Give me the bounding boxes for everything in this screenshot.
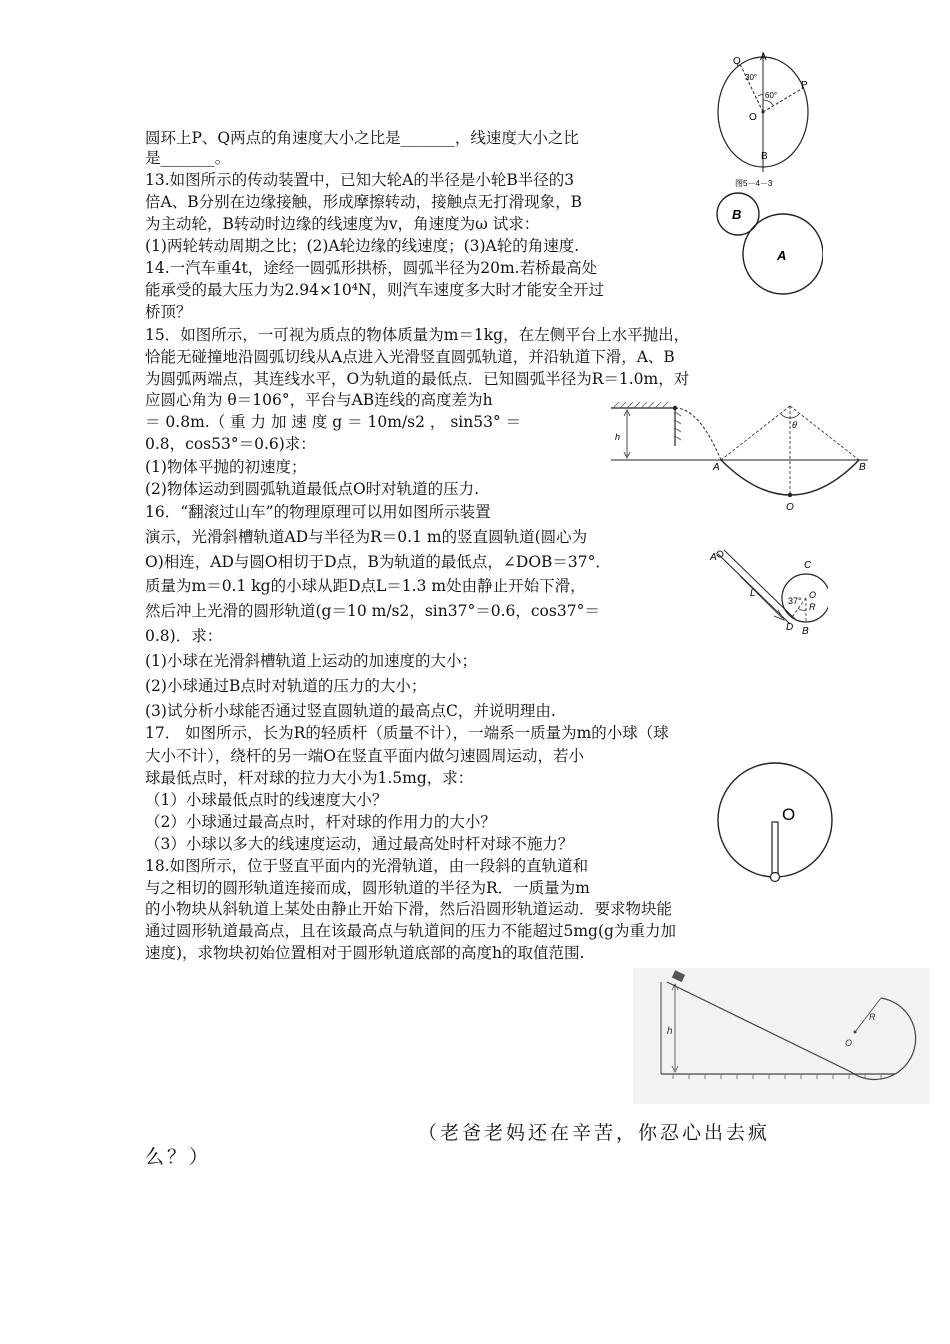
text-line: 应圆心角为 θ＝106°，平台与AB连线的高度差为h <box>145 391 493 409</box>
text-line: 然后冲上光滑的圆形轨道(g＝10 m/s2，sin37°＝0.6，cos37°＝ <box>145 602 600 620</box>
text-line: (2)小球通过B点时对轨道的压力的大小； <box>145 677 427 695</box>
fig1-label-a: A <box>760 52 767 63</box>
fig2-label-a: A <box>777 248 787 263</box>
closing-remark-line: （老爸老妈还在辛苦，你忍心出去疯 <box>418 1122 771 1144</box>
fig3-label-theta: θ <box>792 420 797 430</box>
fig5-label-o: O <box>782 805 796 824</box>
rod-circle-figure <box>712 756 838 888</box>
text-line: 为主动轮，B转动时边缘的线速度为v，角速度为ω 试求： <box>145 215 540 233</box>
text-line: 质量为m＝0.1 kg的小球从距D点L＝1.3 m处由静止开始下滑， <box>145 577 586 595</box>
text-line: 15．如图所示，一可视为质点的物体质量为m＝1kg，在左侧平台上水平抛出， <box>145 326 690 344</box>
fig6-label-o: O <box>845 1038 853 1048</box>
text-line: 圆环上P、Q两点的角速度大小之比是_______，线速度大小之比 <box>145 129 579 147</box>
text-line: 16．“翻滚过山车”的物理原理可以用如图所示装置 <box>145 503 491 521</box>
fig1-label-q: Q <box>733 56 741 67</box>
fig4-label-b: B <box>802 626 809 637</box>
fig2-label-b: B <box>732 207 742 222</box>
fig4-label-c: C <box>804 560 812 571</box>
fig1-label-p: P <box>801 80 808 91</box>
text-line: (3)试分析小球能否通过竖直圆轨道的最高点C，并说明理由. <box>145 702 556 720</box>
text-line: 是_______。 <box>145 149 231 167</box>
text-line: 球最低点时，杆对球的拉力大小为1.5mg，求： <box>145 769 474 787</box>
fig1-label-b: B <box>761 151 768 162</box>
text-line: （1）小球最低点时的线速度大小？ <box>145 791 388 809</box>
text-line: (1)两轮转动周期之比；(2)A轮边缘的线速度；(3)A轮的角速度. <box>145 237 580 255</box>
text-line: 能承受的最大压力为2.94×10⁴N，则汽车速度多大时才能安全开过 <box>145 281 605 299</box>
text-line: 0.8，cos53°＝0.6)求： <box>145 435 316 453</box>
fig4-label-r: R <box>809 602 816 612</box>
ring-pq-figure <box>705 48 820 193</box>
text-line: 0.8)．求： <box>145 627 223 645</box>
text-line: 与之相切的圆形轨道连接而成，圆形轨道的半径为R．一质量为m <box>145 879 590 897</box>
text-line: （3）小球以多大的线速度运动，通过最高处时杆对球不施力？ <box>145 835 574 853</box>
fig1-angle-60: 60° <box>765 91 778 100</box>
fig4-angle-37: 37° <box>788 596 802 606</box>
text-line: 13.如图所示的传动装置中，已知大轮A的半径是小轮B半径的3 <box>145 171 575 189</box>
text-line: (1)物体平抛的初速度； <box>145 458 307 476</box>
closing-remark-line: 么？） <box>145 1146 212 1168</box>
text-line: 通过圆形轨道最高点，且在该最高点与轨道间的压力不能超过5mg(g为重力加 <box>145 922 676 940</box>
text-line: 为圆弧两端点，其连线水平，O为轨道的最低点．已知圆弧半径为R＝1.0m，对 <box>145 370 690 388</box>
text-line: 14.一汽车重4t，途经一圆弧形拱桥，圆弧半径为20m.若桥最高处 <box>145 259 598 277</box>
text-line: (1)小球在光滑斜槽轨道上运动的加速度的大小； <box>145 652 477 670</box>
fig4-label-d: D <box>786 622 794 633</box>
projectile-arc-figure <box>603 398 881 513</box>
fig3-label-o: O <box>786 502 794 513</box>
fig4-label-o: O <box>809 590 817 600</box>
friction-wheels-figure <box>713 190 823 310</box>
text-line: 的小物块从斜轨道上某处由静止开始下滑，然后沿圆形轨道运动．要求物块能 <box>145 900 673 918</box>
fig3-label-h: h <box>615 432 621 442</box>
fig1-caption: 图5－4－3 <box>735 179 773 188</box>
fig3-label-b: B <box>859 462 866 473</box>
fig1-label-o: O <box>749 112 757 123</box>
fig1-angle-30: 30° <box>745 73 758 82</box>
text-line: 大小不计），绕杆的另一端O在竖直平面内做匀速圆周运动，若小 <box>145 747 584 765</box>
fig6-label-h: h <box>667 1026 673 1037</box>
text-line: 18.如图所示，位于竖直平面内的光滑轨道，由一段斜的直轨道和 <box>145 857 589 875</box>
fig4-label-l: L <box>750 588 756 599</box>
text-line: 17． 如图所示，长为R的轻质杆（质量不计），一端系一质量为m的小球（球 <box>145 724 669 742</box>
incline-loop-figure <box>633 968 929 1104</box>
roller-loop-figure <box>708 548 828 640</box>
text-line: 恰能无碰撞地沿圆弧切线从A点进入光滑竖直圆弧轨道，并沿轨道下滑，A、B <box>145 348 675 366</box>
text-line: 倍A、B分别在边缘接触，形成摩擦转动，接触点无打滑现象，B <box>145 193 582 211</box>
text-line: （2）小球通过最高点时，杆对球的作用力的大小？ <box>145 813 496 831</box>
fig3-label-a: A <box>713 462 720 473</box>
text-line: O)相连，AD与圆O相切于D点，B为轨道的最低点，∠DOB＝37°． <box>145 553 611 571</box>
text-line: (2)物体运动到圆弧轨道最低点O时对轨道的压力. <box>145 480 480 498</box>
fig4-label-a: A <box>710 552 717 563</box>
text-line: ＝ 0.8m.（ 重 力 加 速 度 g ＝ 10m/s2 ， sin53° ＝ <box>145 413 522 431</box>
fig6-label-r: R <box>869 1012 876 1022</box>
text-line: 速度)，求物块初始位置相对于圆形轨道底部的高度h的取值范围. <box>145 944 585 962</box>
text-line: 演示，光滑斜槽轨道AD与半径为R＝0.1 m的竖直圆轨道(圆心为 <box>145 528 588 546</box>
text-line: 桥顶？ <box>145 303 192 321</box>
